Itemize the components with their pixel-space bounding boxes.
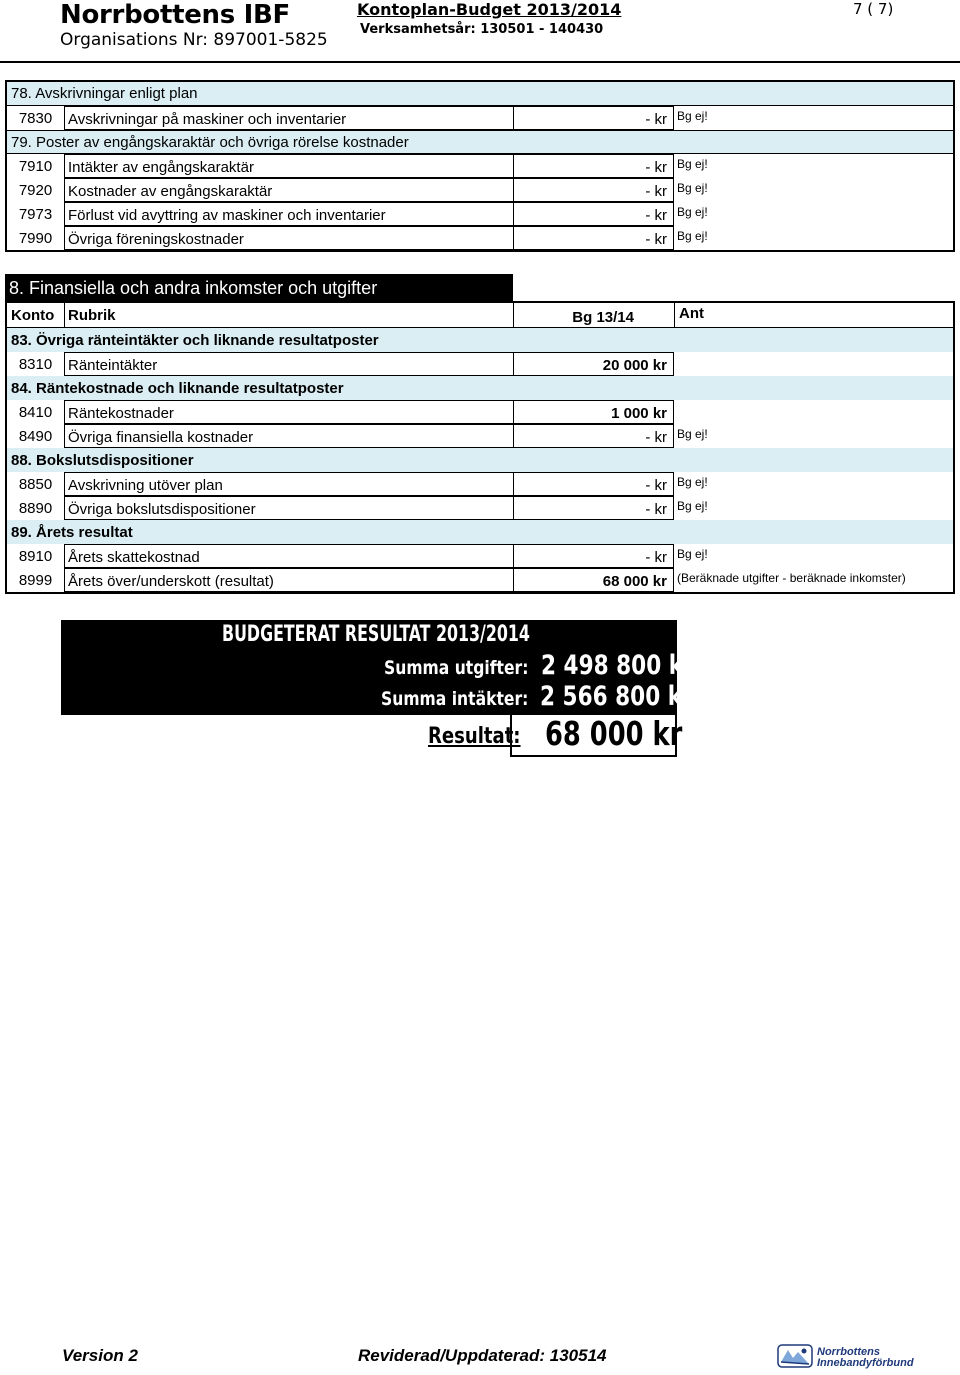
resultat-label: Resultat: [428, 724, 521, 749]
footer-revised: Reviderad/Uppdaterad: 130514 [358, 1346, 607, 1365]
subsection-title: 89. Årets resultat [11, 524, 133, 541]
rubrik-cell: Kostnader av engångskaraktär [64, 178, 513, 202]
amount-cell: - kr [513, 202, 674, 226]
document-subtitle: Verksamhetsår: 130501 - 140430 [360, 22, 604, 37]
konto-cell: 7920 [18, 182, 53, 199]
page-number: 7 ( 7) [853, 0, 894, 18]
org-name: Norrbottens IBF [60, 0, 291, 30]
konto-cell: 8999 [18, 572, 53, 589]
summa-utgifter-label: Summa utgifter: [384, 657, 529, 679]
section-title: 79. Poster av engångskaraktär och övriga rörelse kostnader [11, 134, 409, 151]
konto-cell: 8310 [18, 356, 53, 373]
summa-intakter-value: 2 566 800 kr [540, 681, 693, 712]
table-row [7, 106, 953, 130]
konto-cell: 7973 [18, 206, 53, 223]
header-divider [0, 61, 960, 63]
column-header-ant: Ant [679, 305, 704, 322]
rubrik-cell: Räntekostnader [64, 400, 513, 424]
table-78-79 [5, 80, 955, 252]
rubrik-cell: Årets över/underskott (resultat) [64, 568, 513, 592]
table-row [7, 544, 953, 568]
konto-cell: 8890 [18, 500, 53, 517]
column-header-row [7, 303, 953, 328]
konto-cell: 8850 [18, 476, 53, 493]
subsection-88 [7, 448, 953, 472]
amount-cell: - kr [513, 154, 674, 178]
table-row [7, 178, 953, 202]
konto-cell: 8910 [18, 548, 53, 565]
column-header-bg: Bg 13/14 [513, 303, 675, 327]
amount-cell: - kr [513, 178, 674, 202]
note-cell: Bg ej! [677, 205, 708, 219]
note-cell: Bg ej! [677, 229, 708, 243]
konto-cell: 7910 [18, 158, 53, 175]
footer-version: Version 2 [62, 1346, 138, 1365]
konto-cell: 7990 [18, 230, 53, 247]
rubrik-cell: Intäkter av engångskaraktär [64, 154, 513, 178]
subsection-title: 88. Bokslutsdispositioner [11, 452, 194, 469]
rubrik-cell: Övriga bokslutsdispositioner [64, 496, 513, 520]
logo-text-line1: Norrbottens [817, 1346, 880, 1358]
amount-cell: - kr [513, 106, 674, 130]
document-title: Kontoplan-Budget 2013/2014 [357, 0, 622, 19]
table-row [7, 400, 953, 424]
subsection-title: 83. Övriga ränteintäkter och liknande resultatposter [11, 332, 379, 349]
table-row [7, 568, 953, 592]
note-cell: Bg ej! [677, 157, 708, 171]
amount-cell: - kr [513, 226, 674, 250]
subsection-83 [7, 328, 953, 352]
logo-text-line2: Innebandyförbund [817, 1357, 914, 1369]
table-row [7, 424, 953, 448]
note-cell: Bg ej! [677, 547, 708, 561]
amount-cell: 1 000 kr [513, 400, 674, 424]
table-section-8 [5, 301, 955, 594]
summa-utgifter-value: 2 498 800 kr [541, 650, 694, 681]
rubrik-cell: Övriga föreningskostnader [64, 226, 513, 250]
rubrik-cell: Årets skattekostnad [64, 544, 513, 568]
rubrik-cell: Övriga finansiella kostnader [64, 424, 513, 448]
amount-cell: - kr [513, 496, 674, 520]
note-cell: Bg ej! [677, 181, 708, 195]
org-number: Organisations Nr: 897001-5825 [60, 30, 328, 50]
subsection-89 [7, 520, 953, 544]
column-header-rubrik: Rubrik [64, 303, 116, 327]
summa-intakter-label: Summa intäkter: [381, 688, 529, 710]
logo-icon [776, 1342, 816, 1370]
table-row [7, 226, 953, 250]
section-title: 78. Avskrivningar enligt plan [11, 85, 198, 102]
section-header-78 [7, 82, 953, 106]
subsection-title: 84. Räntekostnade och liknande resultatposter [11, 380, 344, 397]
table-row [7, 352, 953, 376]
amount-cell: - kr [513, 472, 674, 496]
amount-cell: 68 000 kr [513, 568, 674, 592]
table-row [7, 202, 953, 226]
amount-cell: - kr [513, 544, 674, 568]
table-row [7, 472, 953, 496]
note-cell: (Beräknade utgifter - beräknade inkomster) [677, 571, 906, 585]
result-title: BUDGETERAT RESULTAT 2013/2014 [222, 622, 530, 647]
table-row [7, 154, 953, 178]
rubrik-cell: Ränteintäkter [64, 352, 513, 376]
note-cell: Bg ej! [677, 475, 708, 489]
konto-cell: 8410 [18, 404, 53, 421]
subsection-84 [7, 376, 953, 400]
note-cell: Bg ej! [677, 427, 708, 441]
resultat-value: 68 000 kr [545, 714, 683, 753]
note-cell: Bg ej! [677, 109, 708, 123]
section-8-title: 8. Finansiella och andra inkomster och utgifter [5, 274, 513, 301]
section-header-79 [7, 130, 953, 154]
column-header-konto: Konto [11, 307, 55, 324]
konto-cell: 8490 [18, 428, 53, 445]
rubrik-cell: Avskrivningar på maskiner och inventarier [64, 106, 513, 130]
amount-cell: 20 000 kr [513, 352, 674, 376]
amount-cell: - kr [513, 424, 674, 448]
konto-cell: 7830 [18, 110, 53, 127]
table-row [7, 496, 953, 520]
rubrik-cell: Avskrivning utöver plan [64, 472, 513, 496]
rubrik-cell: Förlust vid avyttring av maskiner och inventarier [64, 202, 513, 226]
note-cell: Bg ej! [677, 499, 708, 513]
